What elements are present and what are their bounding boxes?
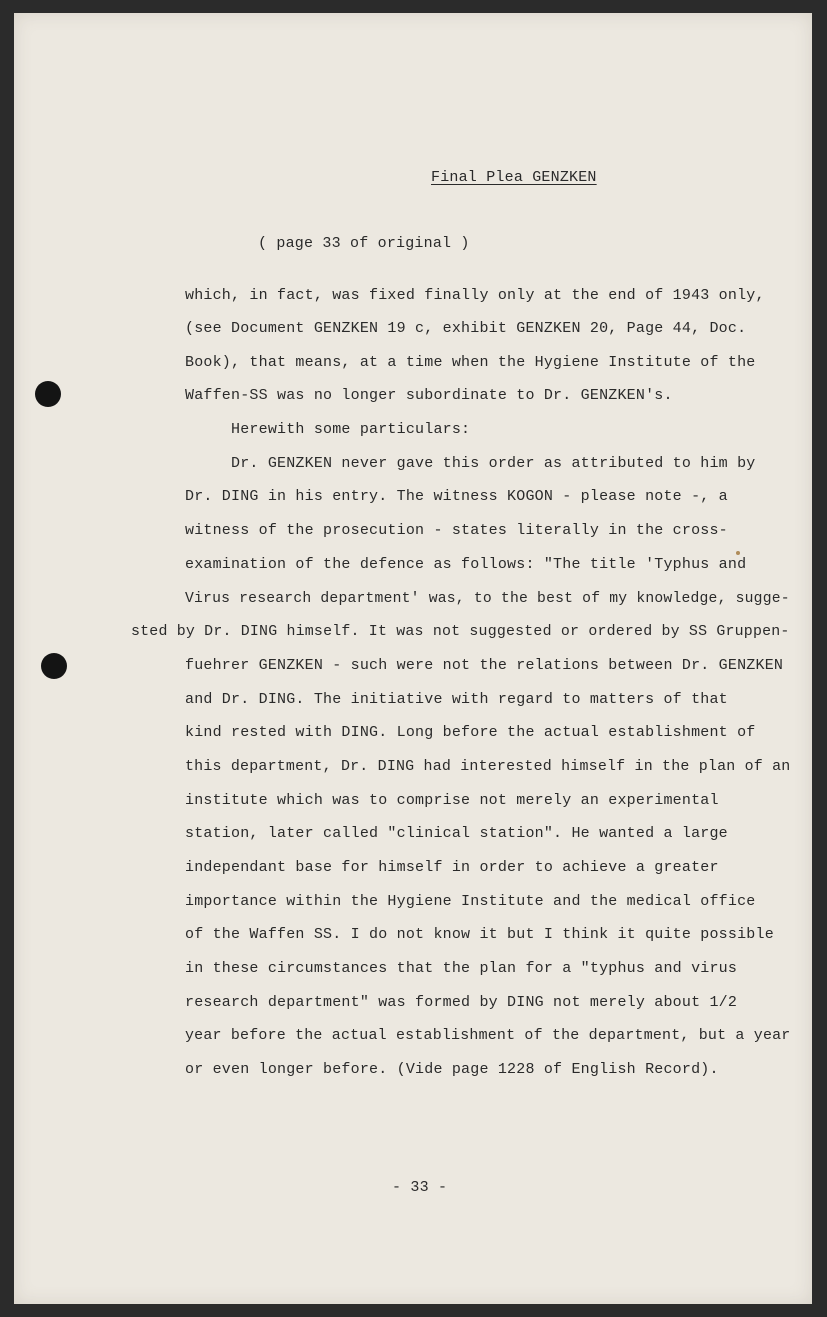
text-line: (see Document GENZKEN 19 c, exhibit GENZKEN 20, Page 44, Doc. <box>185 320 747 337</box>
text-line: importance within the Hygiene Institute and the medical office <box>185 893 756 910</box>
text-line: or even longer before. (Vide page 1228 of English Record). <box>185 1061 719 1078</box>
text-line: fuehrer GENZKEN - such were not the relations between Dr. GENZKEN <box>185 657 784 674</box>
text-line: institute which was to comprise not merely an experimental <box>185 792 719 809</box>
text-line: Herewith some particulars: <box>185 421 471 438</box>
text-line: witness of the prosecution - states literally in the cross- <box>185 522 728 539</box>
page-reference: ( page 33 of original ) <box>258 235 470 252</box>
text-line: Dr. DING in his entry. The witness KOGON - please note -, a <box>185 488 728 505</box>
text-line: examination of the defence as follows: "The title 'Typhus and <box>185 556 747 573</box>
paper-stain <box>736 551 740 555</box>
document-title: Final Plea GENZKEN <box>431 169 597 186</box>
page-number: - 33 - <box>392 1179 448 1196</box>
text-line: sted by Dr. DING himself. It was not suggested or ordered by SS Gruppen- <box>131 623 790 640</box>
text-line: this department, Dr. DING had interested himself in the plan of an <box>185 758 791 775</box>
text-line: in these circumstances that the plan for a "typhus and virus <box>185 960 738 977</box>
text-line: independant base for himself in order to achieve a greater <box>185 859 719 876</box>
punch-hole-top <box>35 381 61 407</box>
text-line: Waffen-SS was no longer subordinate to Dr. GENZKEN's. <box>185 387 673 404</box>
punch-hole-bottom <box>41 653 67 679</box>
text-line: Book), that means, at a time when the Hygiene Institute of the <box>185 354 756 371</box>
text-line: of the Waffen SS. I do not know it but I think it quite possible <box>185 926 774 943</box>
text-line: year before the actual establishment of the department, but a year <box>185 1027 791 1044</box>
text-line: Virus research department' was, to the best of my knowledge, sugge- <box>185 590 790 607</box>
text-line: research department" was formed by DING not merely about 1/2 <box>185 994 738 1011</box>
text-line: which, in fact, was fixed finally only at the end of 1943 only, <box>185 287 765 304</box>
text-line: station, later called "clinical station". He wanted a large <box>185 825 728 842</box>
text-line: Dr. GENZKEN never gave this order as attributed to him by <box>185 455 756 472</box>
text-line: and Dr. DING. The initiative with regard to matters of that <box>185 691 728 708</box>
text-line: kind rested with DING. Long before the actual establishment of <box>185 724 756 741</box>
